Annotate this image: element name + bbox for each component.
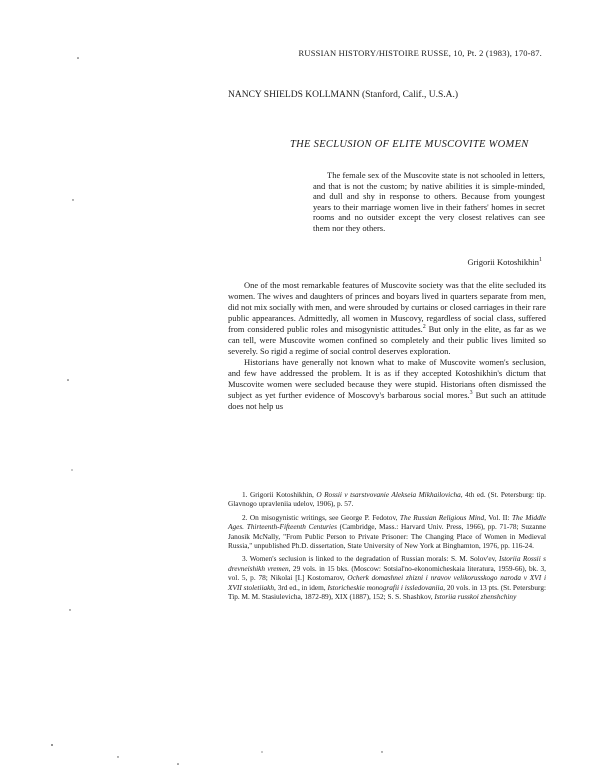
fn3-title-3: Istoricheskie monografii i issledovaniia bbox=[327, 582, 444, 592]
body-p2-text-b: But such an attitude does not help us bbox=[228, 390, 546, 411]
footnote-3 bbox=[228, 554, 546, 601]
fn2-text-a: 2. On misogynistic writings, see George P. Fedotov, bbox=[242, 512, 400, 522]
fn3-text-b: , 29 vols. in 15 bks. (Moscow: Sotsial'no-ekonomicheskaia literatura, 1959-66), bk. 3, vol. 5, p. 78; Nikolai [I.] Kostomarov, bbox=[228, 563, 546, 583]
fn3-text-a: 3. Women's seclusion is linked to the degradation of Russian morals: S. M. Solov'ev, bbox=[242, 554, 499, 564]
epigraph-author: Grigorii Kotoshikhin bbox=[467, 257, 539, 267]
article-title: THE SECLUSION OF ELITE MUSCOVITE WOMEN bbox=[290, 139, 529, 150]
fn2-title-2: The Middle Ages. Thirteenth-Fifteenth Centuries bbox=[228, 512, 546, 532]
fn1-text-a: 1. Grigorii Kotoshikhin, bbox=[242, 490, 317, 499]
fn3-title-4: Istoriia russkoi zhenshchiny bbox=[434, 592, 517, 602]
fn1-text-b: , 4th ed. (St. Petersburg: tip. Glavnogo upravleniia udelov, 1906), p. 57. bbox=[228, 490, 546, 509]
epigraph: The female sex of the Muscovite state is not schooled in letters, and that is not the custom; by native abilities it is simple-minded, and dull and shy in response to others. Because from youngest years to their marriage women live in their fathers' homes in secret rooms and no outsider except the very closest relatives can see them nor they others. bbox=[313, 170, 545, 233]
body-p1-text-a: One of the most remarkable features of Muscovite society was that the elite secluded its women. The wives and daughters of princes and boyars lived in quarters separate from men, did not mix socially with men, and were shrouded by curtains or closed carriages in their rare public appearances. Admittedly, all women in Muscovy, regardless of social class, suffered from considered public roles and misogynistic attitudes. bbox=[228, 280, 546, 334]
fn3-text-c: , 3rd ed., in idem, bbox=[274, 582, 328, 592]
footnote-ref-1: 1 bbox=[539, 257, 542, 264]
body-text bbox=[228, 280, 546, 412]
body-paragraph-1 bbox=[228, 280, 546, 357]
body-p1-text-b: But only in the elite, as far as we can tell, were Muscovite women confined so completely and their public lives limited so severely. So rigid a regime of social control deserves exploration. bbox=[228, 324, 546, 356]
footnote-2 bbox=[228, 513, 546, 551]
footnote-ref-3: 3 bbox=[469, 390, 473, 397]
fn3-title-1: Istoriia Rossii s drevneishikh vremen bbox=[228, 554, 546, 573]
epigraph-attribution bbox=[467, 257, 542, 267]
fn3-text-d: , 20 vols. in 13 pts. (St. Petersburg: Tip. M. M. Stasiulevicha, 1872-89), XIX (1887), 152; S. S. Shashkov, bbox=[228, 582, 547, 602]
author-line: NANCY SHIELDS KOLLMANN (Stanford, Calif., U.S.A.) bbox=[228, 90, 459, 100]
footnote-1 bbox=[228, 490, 546, 509]
body-p2-text-a: Historians have generally not known what to make of Muscovite women's seclusion, and few have addressed the problem. It is as if they accepted Kotoshikhin's dictum that Muscovite women were secluded because they were stupid. Historians often dismissed the subject as yet further evidence of Moscovy's barbarous social mores. bbox=[228, 357, 546, 400]
fn1-title: O Rossii v tsarstvovanie Alekseia Mikhailovicha bbox=[316, 490, 461, 499]
fn2-title-1: The Russian Religious Mind bbox=[399, 512, 485, 522]
body-paragraph-2 bbox=[228, 357, 546, 412]
footnotes bbox=[228, 490, 546, 605]
fn2-text-b: , Vol. II: bbox=[484, 512, 512, 522]
fn3-title-2: Ocherk domashnei zhizni i nravov velikorusskogo naroda v XVI i XVII stoletiiakh bbox=[228, 573, 546, 592]
footnote-ref-2: 2 bbox=[422, 324, 426, 331]
fn2-text-c: (Cambridge, Mass.: Harvard Univ. Press, 1966), pp. 71-78; Suzanne Janosik McNally, "From Public Person to Private Prisoner: The Changing Place of Women in Medieval Russia," unpublished Ph.D. dissertation, State University of New York at Binghamton, 1976, pp. 116-24. bbox=[228, 522, 546, 551]
running-head: RUSSIAN HISTORY/HISTOIRE RUSSE, 10, Pt. 2 (1983), 170-87. bbox=[298, 48, 542, 58]
